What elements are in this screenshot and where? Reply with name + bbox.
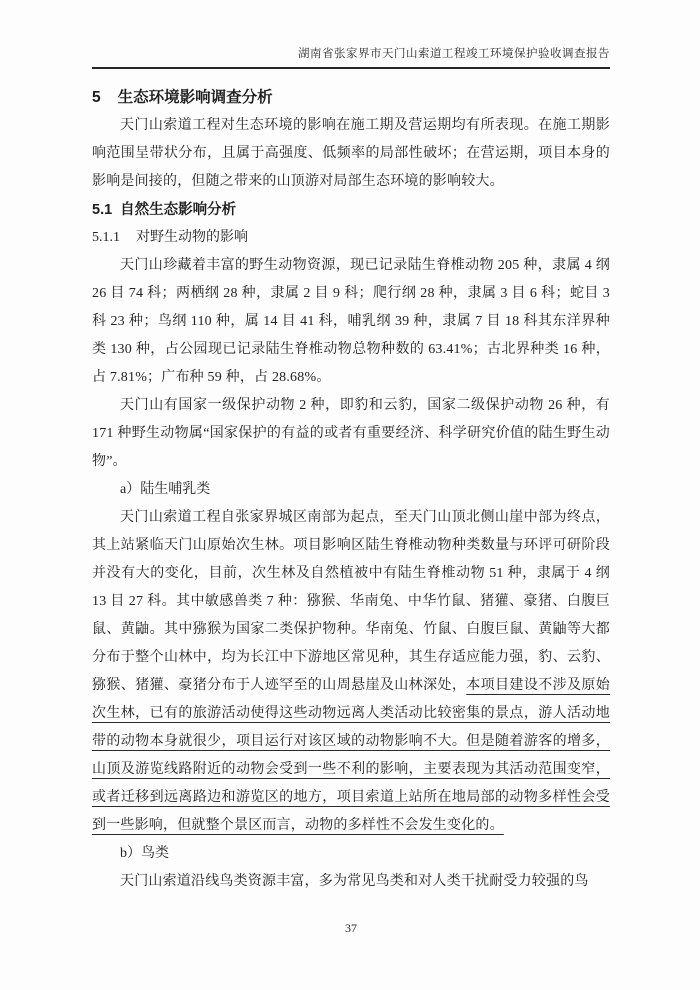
subsection-heading [92, 196, 610, 224]
section-number: 5 [92, 89, 101, 106]
mammals-item-label: a）陆生哺乳类 [120, 482, 211, 497]
birds-paragraph: 天门山索道沿线鸟类资源丰富，多为常见鸟类和对人类干扰耐受力较强的鸟 [120, 874, 589, 889]
wildlife-paragraph-2: 天门山有国家一级保护动物 2 种，即豹和云豹，国家二级保护动物 26 种，有 171 种野生动物属“国家保护的有益的或者有重要经济、科学研究价值的陆生野生动物”。 [92, 398, 610, 469]
wildlife-paragraph-1: 天门山珍藏着丰富的野生动物资源，现已记录陆生脊椎动物 205 种，隶属 4 纲 26 目 74 科；两栖纲 28 种，隶属 2 目 9 科；爬行纲 28 种，隶属 3 目 6 科；蛇目 3 科 23 种；鸟纲 110 种，属 14 目 41 科，哺乳纲 39 种，隶属 7 目 18 科其东洋界种类 130 种，占公园现已记录陆生脊椎动物总物种数的 63.41%；古北界种类 16 种，占 7.81%；广布种 59 种，占 28.68%。 [92, 258, 610, 385]
mammals-text-normal: 天门山索道工程自张家界城区南部为起点，至天门山顶北侧山崖中部为终点，其上站紧临天门山原始次生林。项目影响区陆生脊椎动物种类数量与环评可研阶段并没有大的变化，目前，次生林及自然植被中有陆生脊椎动物 51 种，隶属于 4 纲 13 目 27 科。其中敏感兽类 7 种：猕猴、华南兔、中华竹鼠、猪獾、豪猪、白腹巨鼠、黄鼬。其中猕猴为国家二类保护物种。华南兔、竹鼠、白腹巨鼠、黄鼬等大都分布于整个山林中，均为长江中下游地区常见种，其生存适应能力强，豹、云豹、猕猴、猪獾、豪猪分布于人迹罕至的山周悬崖及山林深处， [92, 510, 610, 693]
page-footer [92, 921, 610, 936]
subsubsection-heading [92, 224, 610, 252]
running-header [92, 46, 610, 62]
subsubsection-number: 5.1.1 [92, 230, 120, 245]
section-heading [92, 84, 610, 112]
intro-paragraph: 天门山索道工程对生态环境的影响在施工期及营运期均有所表现。在施工期影响范围呈带状分布，且属于高强度、低频率的局部性破坏；在营运期，项目本身的影响是间接的，但随之带来的山顶游对局部生态环境的影响较大。 [92, 118, 610, 189]
header-rule [92, 67, 610, 69]
subsubsection-title: 对野生动物的影响 [136, 230, 248, 245]
mammals-paragraph [92, 504, 610, 840]
mammals-text-underlined: 本项目建设不涉及原始次生林，已有的旅游活动使得这些动物远离人类活动比较密集的景点，游人活动地带的动物本身就很少，项目运行对该区域的动物影响不大。但是随着游客的增多，山顶及游览线路附近的动物会受到一些不利的影响，主要表现为其活动范围变窄，或者迁移到远离路边和游览区的地方，项目索道上站所在地局部的动物多样性会受到一些影响，但就整个景区而言，动物的多样性不会发生变化的。 [92, 678, 610, 833]
page-number: 37 [345, 921, 357, 935]
page-content [92, 84, 610, 896]
subsection-title: 自然生态影响分析 [120, 202, 237, 218]
section-title: 生态环境影响调查分析 [117, 89, 273, 106]
birds-item-label: b）鸟类 [120, 846, 169, 861]
running-header-title: 湖南省张家界市天门山索道工程竣工环境保护验收调查报告 [298, 48, 610, 60]
subsection-number: 5.1 [92, 202, 113, 218]
